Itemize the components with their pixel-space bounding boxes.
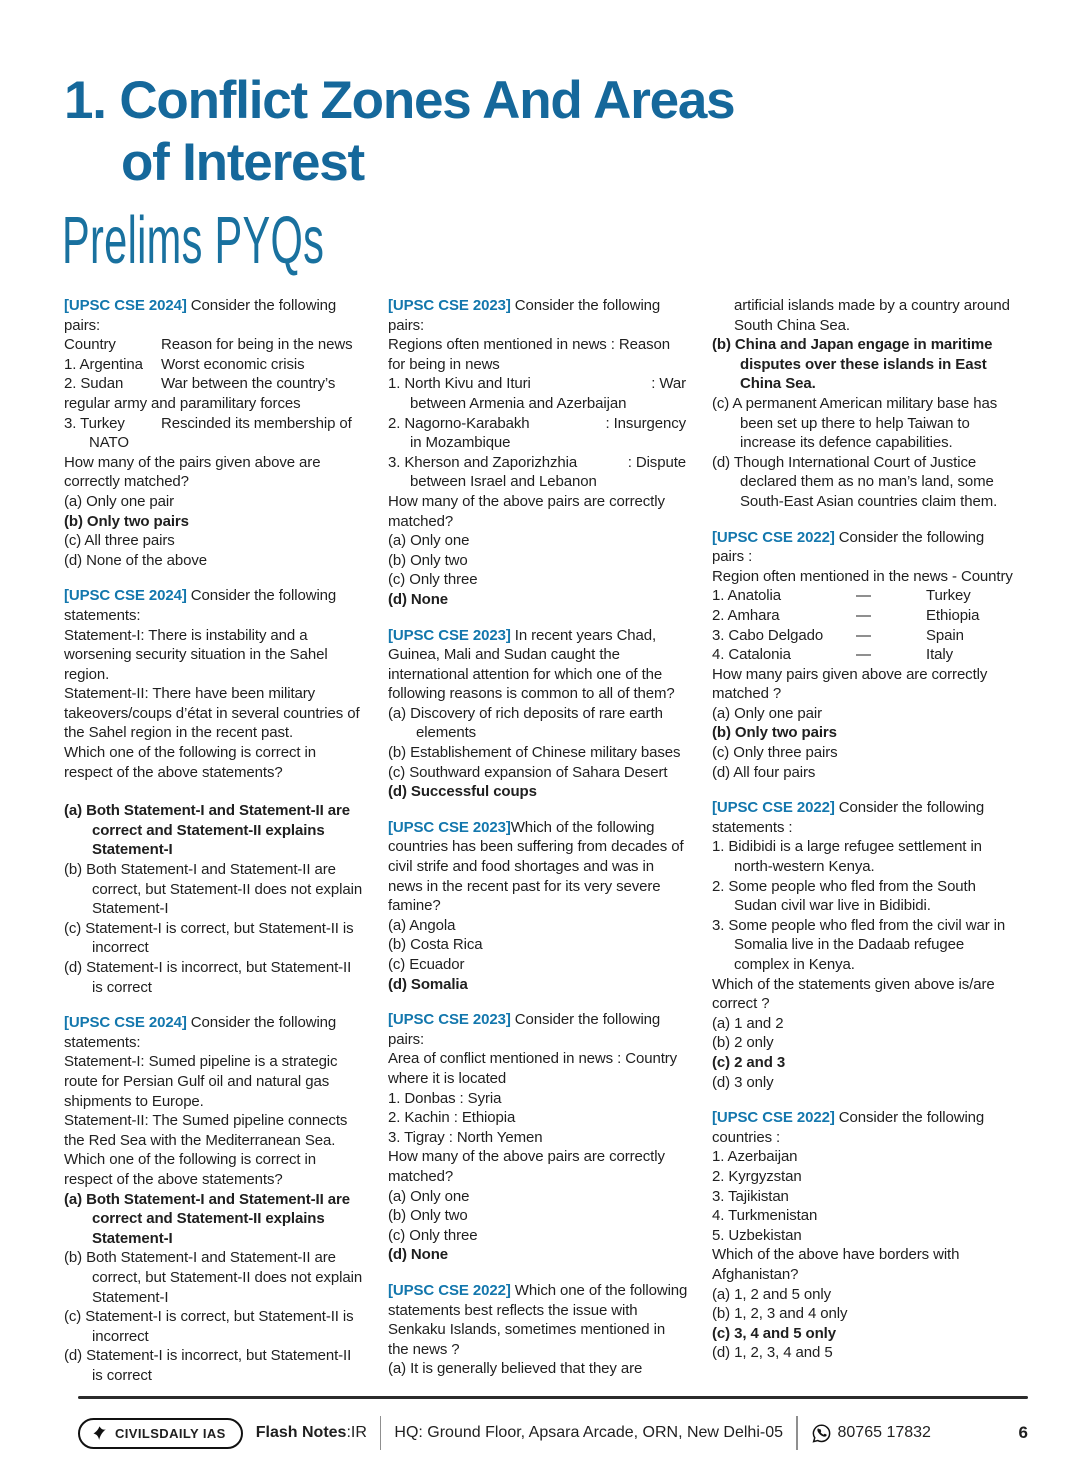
- question-block: [712, 296, 1016, 512]
- pair-right: : Dispute: [627, 453, 686, 471]
- question-text: NATO: [89, 434, 129, 452]
- option: (b) Both Statement-I and Statement-II are correct, but Statement-II does not explain Statement-I: [64, 1249, 363, 1306]
- page-title-line2: of Interest: [121, 133, 365, 192]
- question-text: 2. Kyrgyzstan: [712, 1167, 802, 1185]
- option: (b) Establishement of Chinese military bases: [388, 744, 681, 762]
- option: (d) 3 only: [712, 1073, 774, 1091]
- question-block: [64, 1013, 364, 1385]
- option: (d) Somalia: [388, 975, 468, 993]
- option: (c) All three pairs: [64, 532, 175, 550]
- option: (a) Both Statement-I and Statement-II are correct and Statement-II explains Statement-I: [64, 1190, 350, 1247]
- phone-number: 80765 17832: [837, 1424, 931, 1441]
- pair-left: 1. North Kivu and Ituri: [388, 375, 531, 393]
- footer-separator: [796, 1416, 798, 1450]
- option: (d) All four pairs: [712, 763, 816, 781]
- phone-contact: [811, 1423, 931, 1444]
- question-lead-text: Consider the following statements:: [64, 1014, 337, 1051]
- question-block: [388, 296, 688, 610]
- question-block: [64, 296, 364, 570]
- option: (a) Discovery of rich deposits of rare earth elements: [388, 704, 663, 742]
- question-lead: [388, 296, 688, 335]
- option: (d) 1, 2, 3, 4 and 5: [712, 1344, 833, 1362]
- question-text: Which one of the following is correct in respect of the above statements?: [64, 1151, 316, 1188]
- exam-tag: [UPSC CSE 2022]: [712, 528, 835, 546]
- option: (a) It is generally believed that they are: [388, 1360, 643, 1378]
- option: (a) Only one: [388, 1187, 470, 1205]
- exam-tag: [UPSC CSE 2022]: [712, 799, 835, 817]
- question-lead-text: Consider the following countries :: [712, 1109, 985, 1146]
- option: (a) Only one pair: [64, 492, 175, 510]
- question-text: Area of conflict mentioned in news : Country where it is located: [388, 1050, 678, 1087]
- option: (b) Only two pairs: [64, 512, 189, 530]
- option: (a) 1 and 2: [712, 1014, 784, 1032]
- question-lead: [64, 586, 364, 625]
- dash-glyph: —: [856, 626, 871, 644]
- question-lead-text: In recent years Chad, Guinea, Mali and Sudan caught the international attention for which one of the following reasons is common to all of them?: [388, 626, 675, 703]
- exam-tag: [UPSC CSE 2023]: [388, 1011, 511, 1029]
- whatsapp-icon: [811, 1423, 832, 1444]
- exam-tag: [UPSC CSE 2024]: [64, 1014, 187, 1032]
- dash-glyph: —: [856, 606, 871, 624]
- pair-left: 2. Nagorno-Karabakh: [388, 414, 530, 432]
- pair-right: Ethiopia: [926, 606, 980, 624]
- option: (c) 2 and 3: [712, 1053, 786, 1071]
- option: (d) None: [388, 590, 449, 608]
- pair-row: [64, 374, 364, 394]
- pair-right: Italy: [926, 646, 954, 664]
- question-text: regular army and paramilitary forces: [64, 394, 301, 412]
- option: (c) Only three: [388, 1226, 478, 1244]
- question-lead-text: Consider the following pairs:: [388, 1011, 661, 1048]
- pair-left: 1. Anatolia: [712, 587, 781, 605]
- exam-tag: [UPSC CSE 2024]: [64, 297, 187, 314]
- pair-right: Rescinded its membership of: [161, 414, 352, 432]
- pair-left: 4. Catalonia: [712, 646, 791, 664]
- option: (a) Angola: [388, 916, 456, 934]
- exam-tag: [UPSC CSE 2022]: [388, 1281, 511, 1299]
- question-lead: [64, 296, 364, 335]
- question-text: 2. Kachin : Ethiopia: [388, 1109, 516, 1127]
- columns: [64, 296, 1016, 1401]
- question-block: [388, 1010, 688, 1265]
- question-text: between Armenia and Azerbaijan: [410, 394, 627, 412]
- pair-row: [388, 453, 688, 473]
- option: (d) Statement-I is incorrect, but Statement-II is correct: [64, 1347, 352, 1384]
- option: (b) Only two: [388, 551, 468, 569]
- option: (b) Only two pairs: [712, 724, 837, 742]
- option: (d) Successful coups: [388, 783, 537, 801]
- footer-divider-line: [78, 1396, 1028, 1399]
- question-text: Statement-II: The Sumed pipeline connects the Red Sea with the Mediterranean Sea.: [64, 1112, 348, 1149]
- pair-right: War between the country’s: [161, 375, 336, 393]
- pair-right: : War: [651, 375, 686, 393]
- brand-name: CIVILSDAILY IAS: [115, 1425, 226, 1441]
- option: (b) Both Statement-I and Statement-II are correct, but Statement-II does not explain Statement-I: [64, 861, 363, 918]
- option: (c) 3, 4 and 5 only: [712, 1324, 836, 1342]
- option: (c) Statement-I is correct, but Statement-II is incorrect: [64, 1308, 354, 1345]
- question-text: Statement-II: There have been military takeovers/coups d’état in several countries of the Sahel region in the recent past.: [64, 685, 360, 742]
- option: (d) None: [388, 1246, 449, 1264]
- question-lead: [388, 1281, 688, 1359]
- pair-right: Spain: [926, 626, 964, 644]
- question-lead: [712, 798, 1016, 837]
- question-lead: [712, 1108, 1016, 1147]
- option: (b) Only two: [388, 1207, 468, 1225]
- page-title: [64, 70, 924, 194]
- pair-left: 1. Argentina: [64, 355, 143, 373]
- exam-tag: [UPSC CSE 2022]: [712, 1109, 835, 1127]
- question-text: artificial islands made by a country around South China Sea.: [734, 297, 1010, 334]
- hq-address: HQ: Ground Floor, Apsara Arcade, ORN, New Delhi-05: [394, 1424, 783, 1441]
- option: (a) Only one pair: [712, 704, 823, 722]
- question-text: How many of the above pairs are correctly matched?: [388, 1148, 665, 1185]
- question-text: Which of the above have borders with Afghanistan?: [712, 1246, 960, 1283]
- exam-tag: [UPSC CSE 2023]: [388, 818, 511, 836]
- question-block: [388, 626, 688, 802]
- question-lead-text: Consider the following pairs :: [712, 528, 985, 566]
- column: [388, 296, 688, 1401]
- option: (b) Costa Rica: [388, 936, 483, 954]
- pair-left: 3. Turkey: [64, 414, 125, 432]
- dash-glyph: —: [856, 646, 871, 664]
- option: (c) Only three pairs: [712, 744, 838, 762]
- option: (d) Statement-I is incorrect, but Statement-II is correct: [64, 959, 352, 996]
- pair-row: [388, 374, 688, 394]
- section-subtitle: Prelims PYQs: [62, 203, 325, 278]
- footer-separator: [380, 1416, 382, 1450]
- question-lead: [388, 626, 688, 704]
- pair-left: 2. Amhara: [712, 606, 780, 624]
- question-text: Region often mentioned in the news - Country: [712, 567, 1013, 585]
- option: (c) Southward expansion of Sahara Desert: [388, 763, 668, 781]
- question-text: How many of the pairs given above are correctly matched?: [64, 453, 321, 491]
- question-block: [388, 818, 688, 994]
- pair-left: 2. Sudan: [64, 375, 124, 393]
- question-lead: [388, 1010, 688, 1049]
- column: [712, 296, 1016, 1401]
- pair-row: [64, 335, 364, 355]
- question-text: 3. Tajikistan: [712, 1187, 789, 1205]
- question-lead-text: Consider the following pairs:: [64, 297, 337, 334]
- pair-row: [388, 414, 688, 434]
- question-lead-text: Which of the following countries has been suffering from decades of civil strife and food shortages and was in news in the recent past for its very severe famine?: [388, 818, 684, 915]
- question-text: How many of the above pairs are correctly matched?: [388, 492, 665, 530]
- pair-row: [712, 645, 1016, 665]
- page-number: 6: [1018, 1423, 1028, 1442]
- pair-row: [64, 414, 364, 434]
- question-block: [712, 1108, 1016, 1363]
- question-lead: [64, 1013, 364, 1052]
- question-text: between Israel and Lebanon: [410, 473, 597, 491]
- question-text: 1. Bidibidi is a large refugee settlement in north-western Kenya.: [712, 838, 982, 876]
- pair-right: : Insurgency: [605, 414, 686, 432]
- question-text: Statement-I: Sumed pipeline is a strategic route for Persian Gulf oil and natural gas shipments to Europe.: [64, 1053, 338, 1110]
- page-title-line1: 1. Conflict Zones And Areas: [64, 71, 735, 130]
- pair-row: [712, 586, 1016, 606]
- option: (a) Only one: [388, 532, 470, 550]
- option: (c) A permanent American military base has been set up there to help Taiwan to increase its defence capabilities.: [712, 394, 998, 452]
- question-block: [64, 586, 364, 997]
- option: (c) Ecuador: [388, 956, 465, 973]
- question-text: in Mozambique: [410, 434, 511, 452]
- question-text: Which one of the following is correct in respect of the above statements?: [64, 744, 316, 781]
- pair-right: Worst economic crisis: [161, 355, 305, 373]
- pair-right: Turkey: [926, 587, 971, 605]
- question-text: 3. Some people who fled from the civil war in Somalia live in the Dadaab refugee complex in Kenya.: [712, 916, 1006, 973]
- column: [64, 296, 364, 1401]
- question-lead-text: Which one of the following statements best reflects the issue with Senkaku Islands, sometimes mentioned in the news ?: [388, 1281, 688, 1358]
- option: (b) China and Japan engage in maritime disputes over these islands in East China Sea.: [712, 336, 993, 393]
- question-text: 1. Donbas : Syria: [388, 1089, 502, 1107]
- pair-left: Country: [64, 336, 116, 354]
- option: (c) Only three: [388, 571, 478, 589]
- option: (c) Statement-I is correct, but Statement-II is incorrect: [64, 919, 354, 957]
- question-text: Statement-I: There is instability and a worsening security situation in the Sahel region.: [64, 626, 328, 683]
- question-lead: [712, 528, 1016, 567]
- question-text: How many pairs given above are correctly matched ?: [712, 665, 988, 703]
- pair-row: [712, 606, 1016, 626]
- question-text: 4. Turkmenistan: [712, 1207, 818, 1225]
- question-text: 1. Azerbaijan: [712, 1148, 798, 1166]
- pair-left: 3. Kherson and Zaporizhzhia: [388, 453, 578, 471]
- question-lead: [388, 818, 688, 916]
- option: (a) 1, 2 and 5 only: [712, 1285, 832, 1303]
- pair-row: [64, 355, 364, 375]
- question-text: 5. Uzbekistan: [712, 1226, 802, 1244]
- civilsdaily-logo-icon: [91, 1425, 108, 1442]
- option: (a) Both Statement-I and Statement-II are correct and Statement-II explains Statement-I: [64, 802, 350, 859]
- question-text: Regions often mentioned in news : Reason for being in news: [388, 336, 671, 373]
- question-lead-text: Consider the following pairs:: [388, 297, 661, 334]
- question-text: 2. Some people who fled from the South Sudan civil war live in Bidibidi.: [712, 877, 976, 915]
- question-text: Which of the statements given above is/are correct ?: [712, 975, 995, 1013]
- question-lead-text: Consider the following statements :: [712, 799, 985, 836]
- pair-left: 3. Cabo Delgado: [712, 626, 824, 644]
- pair-right: Reason for being in the news: [161, 336, 353, 354]
- exam-tag: [UPSC CSE 2024]: [64, 587, 187, 605]
- question-block: [712, 528, 1016, 783]
- exam-tag: [UPSC CSE 2023]: [388, 626, 511, 644]
- option: (b) 2 only: [712, 1034, 774, 1052]
- pair-row: [712, 626, 1016, 646]
- question-text: 3. Tigray : North Yemen: [388, 1128, 543, 1146]
- question-block: [388, 1281, 688, 1379]
- option: (d) Though International Court of Justice declared them as no man’s land, some South-East Asian countries claim them.: [712, 453, 998, 510]
- dash-glyph: —: [856, 587, 871, 605]
- civilsdaily-logo: [78, 1418, 243, 1449]
- option: (d) None of the above: [64, 551, 207, 569]
- flash-notes-label: Flash Notes:IR: [255, 1424, 367, 1441]
- footer: [78, 1410, 1028, 1456]
- option: (b) 1, 2, 3 and 4 only: [712, 1305, 848, 1323]
- question-block: [712, 798, 1016, 1092]
- question-lead-text: Consider the following statements:: [64, 587, 337, 624]
- exam-tag: [UPSC CSE 2023]: [388, 297, 511, 314]
